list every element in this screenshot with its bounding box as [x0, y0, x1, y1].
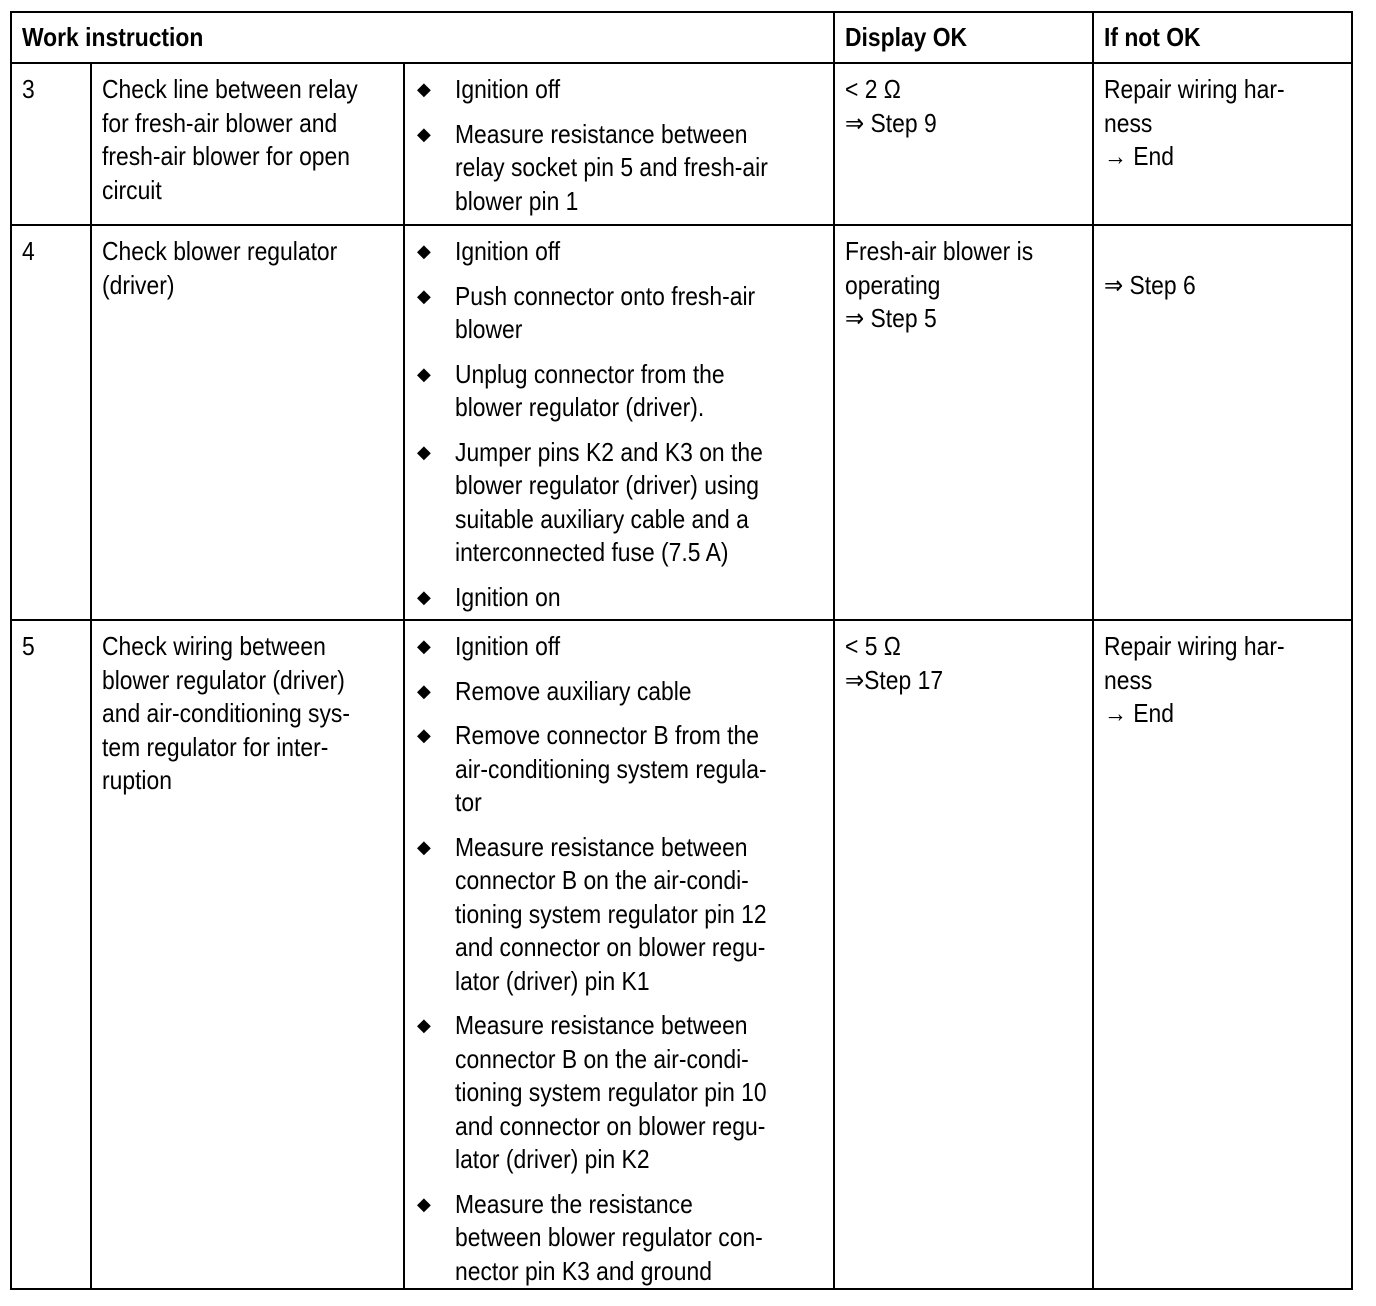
diamond-bullet-icon: ◆ — [417, 636, 431, 656]
table-row — [11, 225, 1352, 620]
step-number: 5 — [11, 620, 91, 1289]
check-description: Check wiring between blower regulator (driver) and air-conditioning sys- tem regulator for inter- ruption — [91, 620, 404, 1289]
diamond-bullet-icon: ◆ — [417, 725, 431, 745]
header-work-instruction: Work instruction — [11, 12, 834, 63]
if-not-ok-value: Repair wiring har- ness → End — [1093, 620, 1352, 1289]
header-if-not-ok: If not OK — [1093, 12, 1352, 63]
list-item: ◆ Measure resistance between connector B on the air-condi- tioning system regulator pin 12 and connector on blower regu- lator (driver) pin K1 — [417, 831, 767, 996]
table-row — [11, 63, 1352, 225]
list-item: ◆ Remove connector B from the air-conditioning system regula- tor — [417, 720, 767, 817]
instruction-list-cell — [404, 620, 834, 1289]
diamond-bullet-icon: ◆ — [417, 586, 431, 607]
list-item: ◆ Push connector onto fresh-air blower — [417, 280, 756, 344]
step-number: 4 — [11, 225, 91, 620]
display-ok-value: < 2 Ω ⇒ Step 9 — [834, 63, 1093, 225]
header-row — [11, 12, 1352, 63]
diamond-bullet-icon: ◆ — [417, 285, 431, 306]
list-item: ◆ Ignition off — [415, 73, 823, 107]
diamond-bullet-icon: ◆ — [417, 836, 431, 857]
check-description: Check line between relay for fresh-air blower and fresh-air blower for open circuit — [91, 63, 404, 225]
instruction-list-cell — [404, 225, 834, 620]
diamond-bullet-icon: ◆ — [417, 79, 431, 99]
list-item: ◆ Measure resistance between relay socket pin 5 and fresh-air blower pin 1 — [417, 118, 768, 216]
instruction-list — [415, 630, 823, 1288]
diamond-bullet-icon: ◆ — [417, 363, 431, 384]
display-ok-value: Fresh-air blower is operating ⇒ Step 5 — [834, 225, 1093, 620]
diamond-bullet-icon: ◆ — [417, 441, 431, 462]
diamond-bullet-icon: ◆ — [417, 1193, 431, 1214]
diamond-bullet-icon: ◆ — [417, 123, 431, 144]
step-number: 3 — [11, 63, 91, 225]
list-item: ◆ Measure resistance between connector B on the air-condi- tioning system regulator pin 10 and connector on blower regu- lator (driver) pin K2 — [417, 1010, 767, 1174]
display-ok-value: < 5 Ω ⇒Step 17 — [834, 620, 1093, 1289]
if-not-ok-value: ⇒ Step 6 — [1093, 225, 1352, 620]
if-not-ok-value: Repair wiring har- ness → End — [1093, 63, 1352, 225]
list-item: ◆ Jumper pins K2 and K3 on the blower regulator (driver) using suitable auxiliary cable and a interconnected fuse (7.5 A) — [417, 436, 763, 567]
diamond-bullet-icon: ◆ — [417, 241, 431, 261]
list-item: ◆ Ignition off — [415, 630, 823, 664]
instruction-list — [415, 235, 823, 614]
header-display-ok: Display OK — [834, 12, 1093, 63]
list-item: ◆ Ignition on — [415, 581, 823, 615]
list-item: ◆ Measure the resistance between blower regulator con- nector pin K3 and ground — [417, 1188, 763, 1286]
table-row — [11, 620, 1352, 1289]
instruction-list-cell — [404, 63, 834, 225]
list-item: ◆ Ignition off — [415, 235, 823, 269]
diamond-bullet-icon: ◆ — [417, 1015, 431, 1035]
work-instruction-table — [10, 11, 1353, 1290]
list-item: ◆ Unplug connector from the blower regulator (driver). — [417, 358, 725, 422]
list-item: ◆ Remove auxiliary cable — [415, 675, 823, 709]
check-description: Check blower regulator (driver) — [91, 225, 404, 620]
instruction-list — [415, 73, 823, 218]
diamond-bullet-icon: ◆ — [417, 680, 431, 701]
